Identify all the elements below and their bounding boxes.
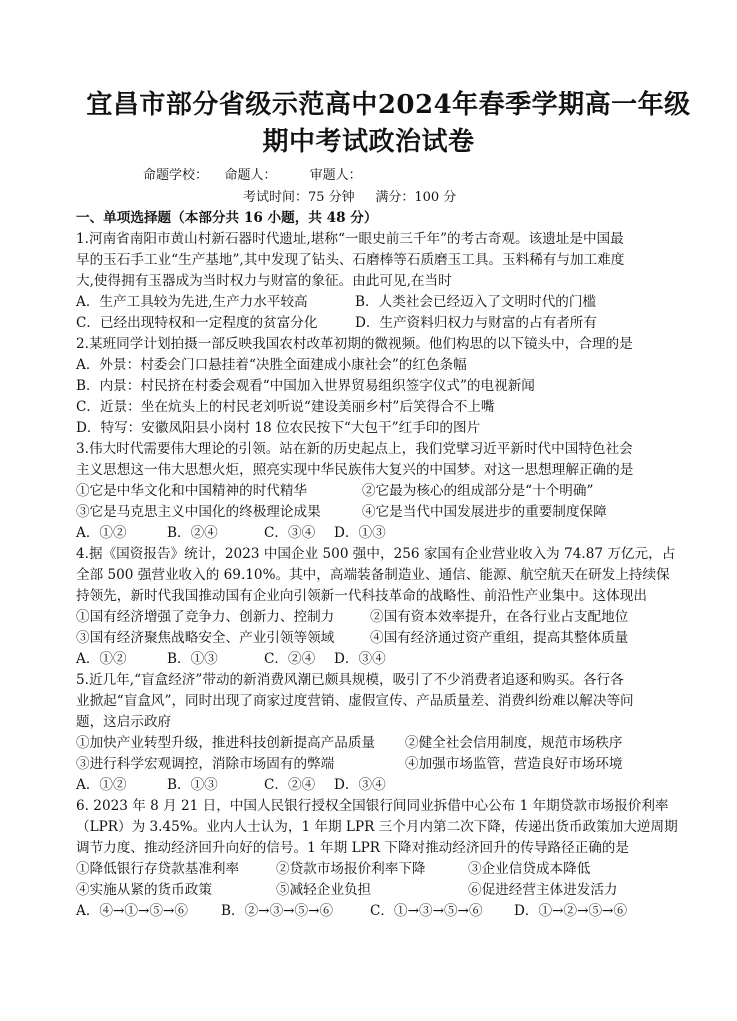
q4-item-3: ③国有经济聚焦战略安全、产业引领等领域 — [76, 630, 335, 646]
q5-item-4: ④加强市场监管，营造良好市场环境 — [405, 756, 623, 772]
q5-item-1: ①加快产业转型升级，推进科技创新提高产品质量 — [76, 735, 376, 751]
question-3-line: 主义思想这一伟大思想火炬，照亮实现中华民族伟大复兴的中国梦。对这一思想理解正确的是 — [76, 462, 634, 478]
q4-item-2: ②国有资本效率提升，在各行业占支配地位 — [370, 609, 629, 625]
q5-option-b: B．①③ — [167, 777, 218, 793]
q3-option-b: B．②④ — [167, 525, 218, 541]
q5-option-a: A．①② — [76, 777, 127, 793]
q6-option-d: D．①→②→⑤→⑥ — [514, 903, 628, 919]
question-5-line: 业掀起“盲盒风”，同时出现了商家过度营销、虚假宣传、产品质量差、消费纠纷难以解决等问 — [76, 693, 634, 709]
q6-item-1: ①降低银行存贷款基准利率 — [76, 861, 240, 877]
q6-option-b: B．②→③→⑤→⑥ — [221, 903, 334, 919]
author-info: 命题学校： 命题人： 审题人： — [143, 168, 362, 183]
q5-option-d: D．③④ — [334, 777, 386, 793]
question-6-line: 6. 2023 年 8 月 21 日，中国人民银行授权全国银行间同业拆借中心公布 1 年期贷款市场报价利率 — [76, 798, 669, 814]
q3-item-3: ③它是马克思主义中国化的终极理论成果 — [76, 504, 321, 520]
q1-option-b: B．人类社会已经迈入了文明时代的门槛 — [355, 294, 597, 310]
q4-option-d: D．③④ — [334, 651, 386, 667]
q2-option-c: C．近景：坐在炕头上的村民老刘听说“建设美丽乡村”后笑得合不上嘴 — [76, 399, 495, 415]
question-4-line: 4.据《国资报告》统计，2023 中国企业 500 强中，256 家国有企业营业收入为 74.87 万亿元，占 — [76, 546, 676, 562]
q4-option-b: B．①③ — [167, 651, 218, 667]
q6-option-a: A．④→①→⑤→⑥ — [76, 903, 188, 919]
q5-option-c: C．②④ — [264, 777, 316, 793]
q3-option-a: A．①② — [76, 525, 127, 541]
q6-item-6: ⑥促进经营主体进发活力 — [468, 882, 618, 898]
section-heading: 一、单项选择题（本部分共 16 小题，共 48 分） — [76, 210, 378, 226]
q5-item-2: ②健全社会信用制度，规范市场秩序 — [405, 735, 623, 751]
question-3-line: 3.伟大时代需要伟大理论的引领。站在新的历史起点上，我们党擘习近平新时代中国特色社会 — [76, 441, 633, 457]
q4-item-1: ①国有经济增强了竞争力、创新力、控制力 — [76, 609, 335, 625]
q3-item-1: ①它是中华文化和中国精神的时代精华 — [76, 483, 308, 499]
question-6-line: 调节力度、推动经济回升向好的信号。1 年期 LPR 下降对推动经济回升的传导路径正确的是 — [76, 840, 629, 856]
q1-option-d: D．生产资料归权力与财富的占有者所有 — [355, 315, 597, 331]
q5-item-3: ③进行科学宏观调控，消除市场固有的弊端 — [76, 756, 335, 772]
exam-title-line2: 期中考试政治试卷 — [262, 127, 475, 157]
q2-option-b: B．内景：村民挤在村委会观看“中国加入世界贸易组织签字仪式”的电视新闻 — [76, 378, 535, 394]
q2-option-a: A．外景：村委会门口悬挂着“决胜全面建成小康社会”的红色条幅 — [76, 357, 467, 373]
q6-item-5: ⑤减轻企业负担 — [276, 882, 372, 898]
question-1-line: 大,使得拥有玉器成为当时权力与财富的象征。由此可见,在当时 — [76, 273, 452, 289]
q4-item-4: ④国有经济通过资产重组，提高其整体质量 — [370, 630, 629, 646]
time-score-info: 考试时间：75 分钟 满分：100 分 — [243, 190, 457, 205]
q1-option-a: A．生产工具较为先进,生产力水平较高 — [76, 294, 308, 310]
q3-option-d: D．①③ — [334, 525, 386, 541]
q6-item-4: ④实施从紧的货币政策 — [76, 882, 212, 898]
q6-item-3: ③企业信贷成本降低 — [468, 861, 591, 877]
exam-title-line1: 宜昌市部分省级示范高中2024年春季学期高一年级 — [86, 90, 691, 120]
question-1-line: 早的玉石手工业“生产基地”,其中发现了钻头、石磨棒等石质磨玉工具。玉料稀有与加工难度 — [76, 252, 625, 268]
q2-option-d: D．特写：安徽凤阳县小岗村 18 位农民按下“大包干”红手印的图片 — [76, 420, 481, 436]
question-4-line: 全部 500 强营业收入的 69.10%。其中，高端装备制造业、通信、能源、航空航天在研发上持续保 — [76, 567, 670, 583]
q3-item-4: ④它是当代中国发展进步的重要制度保障 — [362, 504, 607, 520]
question-1-line: 1.河南省南阳市黄山村新石器时代遗址,堪称“一眼史前三千年”的考古奇观。该遗址是中国最 — [76, 231, 624, 247]
q4-option-c: C．②④ — [264, 651, 316, 667]
question-6-line: （LPR）为 3.45%。业内人士认为，1 年期 LPR 三个月内第二次下降，传递出货币政策加大逆周期 — [76, 819, 678, 835]
q1-option-c: C．已经出现特权和一定程度的贫富分化 — [76, 315, 318, 331]
question-5-line: 5.近几年,“盲盒经济”带动的新消费风潮已颇具规模，吸引了不少消费者追逐和购买。各行各 — [76, 672, 624, 688]
question-2-stem: 2.某班同学计划拍摄一部反映我国农村改革初期的微视频。他们构思的以下镜头中，合理的是 — [76, 336, 633, 352]
question-4-line: 持领先，新时代我国推动国有企业向引领新一代科技革命的战略性、前沿性产业集中。这体现出 — [76, 588, 647, 604]
q3-item-2: ②它最为核心的组成部分是“十个明确” — [362, 483, 594, 499]
q6-item-2: ②贷款市场报价利率下降 — [276, 861, 426, 877]
q4-option-a: A．①② — [76, 651, 127, 667]
question-5-line: 题，这启示政府 — [76, 714, 172, 730]
q6-option-c: C．①→③→⑤→⑥ — [370, 903, 483, 919]
q3-option-c: C．③④ — [264, 525, 316, 541]
